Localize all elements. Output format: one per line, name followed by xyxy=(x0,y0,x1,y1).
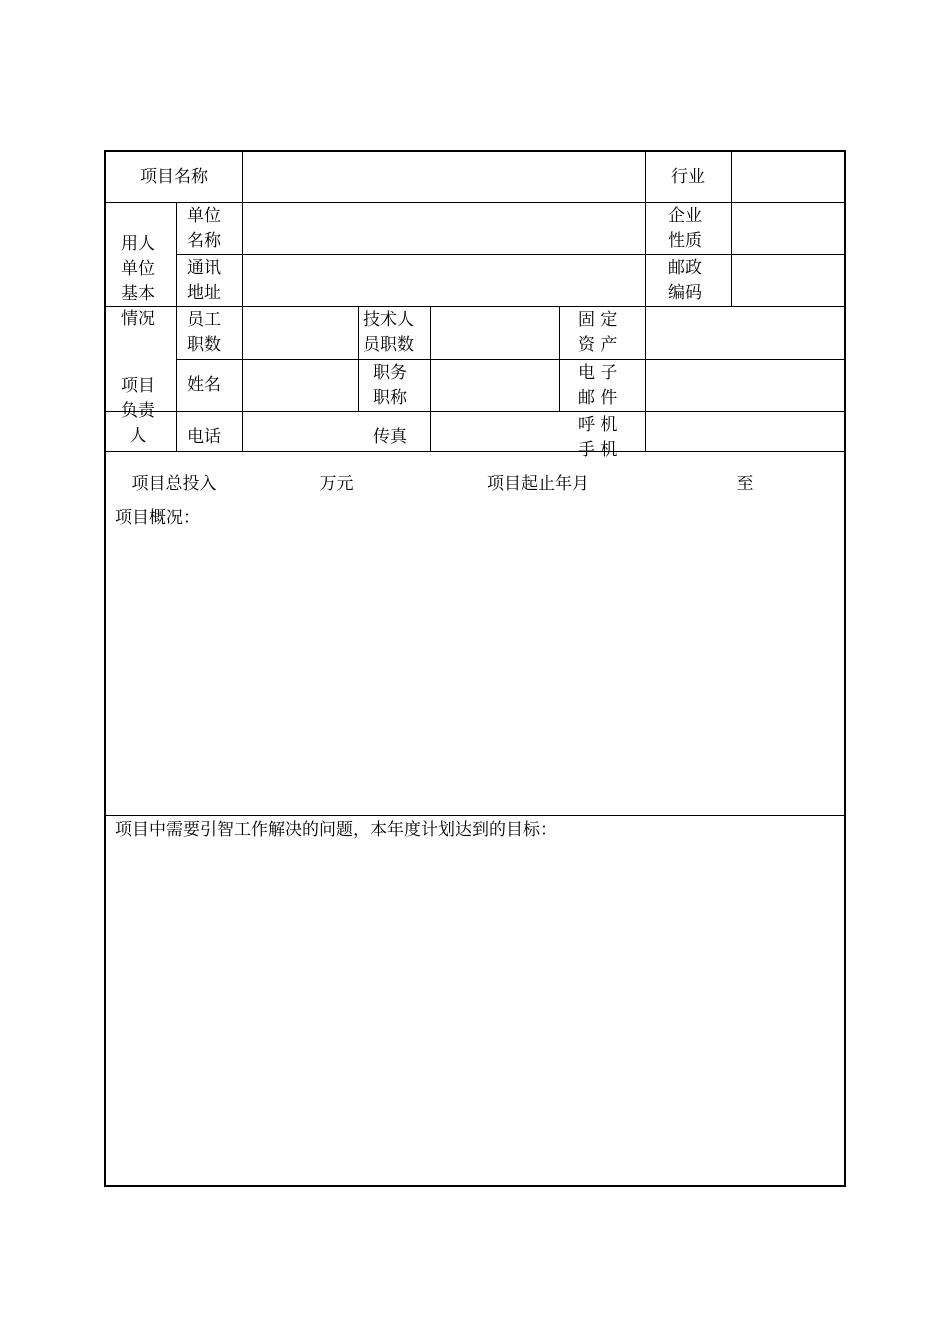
investment-unit-label[interactable]: 万元 xyxy=(319,474,354,494)
name-field[interactable] xyxy=(244,373,356,398)
unit-name-label-1: 单位 xyxy=(187,206,221,226)
address-field[interactable] xyxy=(244,268,642,293)
staff-label-1: 员工 xyxy=(187,310,221,330)
name-label: 姓名 xyxy=(187,375,221,395)
overview-textarea[interactable] xyxy=(115,532,835,802)
unit-name-label-2: 名称 xyxy=(187,231,221,251)
pager-label-2: 手 机 xyxy=(578,440,618,460)
col-divider xyxy=(559,306,560,411)
col-divider xyxy=(430,306,431,451)
fixed-assets-field[interactable] xyxy=(648,320,842,345)
postcode-field[interactable] xyxy=(734,268,842,293)
address-label-2: 地址 xyxy=(187,283,221,303)
row-divider xyxy=(106,306,844,307)
tech-staff-field[interactable] xyxy=(432,320,557,345)
postcode-label-1: 邮政 xyxy=(668,258,702,278)
title-field[interactable] xyxy=(432,373,557,398)
leader-label-line1: 项目 xyxy=(121,376,155,396)
tech-staff-label-1: 技术人 xyxy=(363,310,414,330)
period-to-label[interactable]: 至 xyxy=(736,474,754,494)
row-divider xyxy=(176,359,844,360)
staff-label-2: 职数 xyxy=(187,335,221,355)
industry-label: 行业 xyxy=(671,167,705,187)
problems-goals-label: 项目中需要引智工作解决的问题，本年度计划达到的目标： xyxy=(115,820,557,840)
postcode-label-2: 编码 xyxy=(668,283,702,303)
col-divider xyxy=(176,202,177,451)
col-divider xyxy=(645,152,646,451)
row-divider xyxy=(106,202,844,203)
row-divider xyxy=(106,451,844,452)
unit-name-field[interactable] xyxy=(244,216,642,241)
address-label-1: 通讯 xyxy=(187,258,221,278)
leader-label-line3: 人 xyxy=(129,426,147,446)
col-divider xyxy=(731,152,732,306)
phone-label: 电话 xyxy=(187,427,221,447)
fax-label: 传真 xyxy=(373,427,407,447)
fax-field[interactable] xyxy=(432,425,557,450)
pager-field[interactable] xyxy=(648,425,842,450)
row-divider xyxy=(176,254,844,255)
email-label-2: 邮 件 xyxy=(578,388,618,408)
industry-field[interactable] xyxy=(734,165,842,190)
enterprise-nature-label-1: 企业 xyxy=(668,206,702,226)
col-divider xyxy=(242,202,243,451)
col-divider xyxy=(242,152,243,202)
fixed-assets-label-2: 资 产 xyxy=(578,335,618,355)
employer-label-line2: 单位 xyxy=(121,259,155,279)
project-name-label: 项目名称 xyxy=(140,167,208,187)
enterprise-nature-field[interactable] xyxy=(734,216,842,241)
problems-goals-textarea[interactable] xyxy=(115,846,835,1176)
pager-label-1: 呼 机 xyxy=(578,415,618,435)
fixed-assets-label-1: 固 定 xyxy=(578,310,618,330)
employer-label-line1: 用人 xyxy=(121,234,155,254)
overview-label: 项目概况： xyxy=(115,508,200,528)
row-divider xyxy=(106,815,844,816)
row-divider xyxy=(106,411,844,412)
phone-field[interactable] xyxy=(244,425,356,450)
project-period-label: 项目起止年月 xyxy=(487,474,589,494)
project-name-field[interactable] xyxy=(244,165,642,190)
employer-label-line4: 情况 xyxy=(121,309,155,329)
employer-label-line3: 基本 xyxy=(121,284,155,304)
col-divider xyxy=(358,306,359,411)
staff-field[interactable] xyxy=(244,320,356,345)
leader-label-line2: 负责 xyxy=(121,401,155,421)
title-label-1: 职务 xyxy=(373,363,407,383)
enterprise-nature-label-2: 性质 xyxy=(668,231,702,251)
email-label-1: 电 子 xyxy=(578,363,618,383)
application-form-table xyxy=(104,150,846,1187)
email-field[interactable] xyxy=(648,373,842,398)
tech-staff-label-2: 员职数 xyxy=(363,335,414,355)
total-investment-label: 项目总投入 xyxy=(131,474,217,494)
title-label-2: 职称 xyxy=(373,388,407,408)
